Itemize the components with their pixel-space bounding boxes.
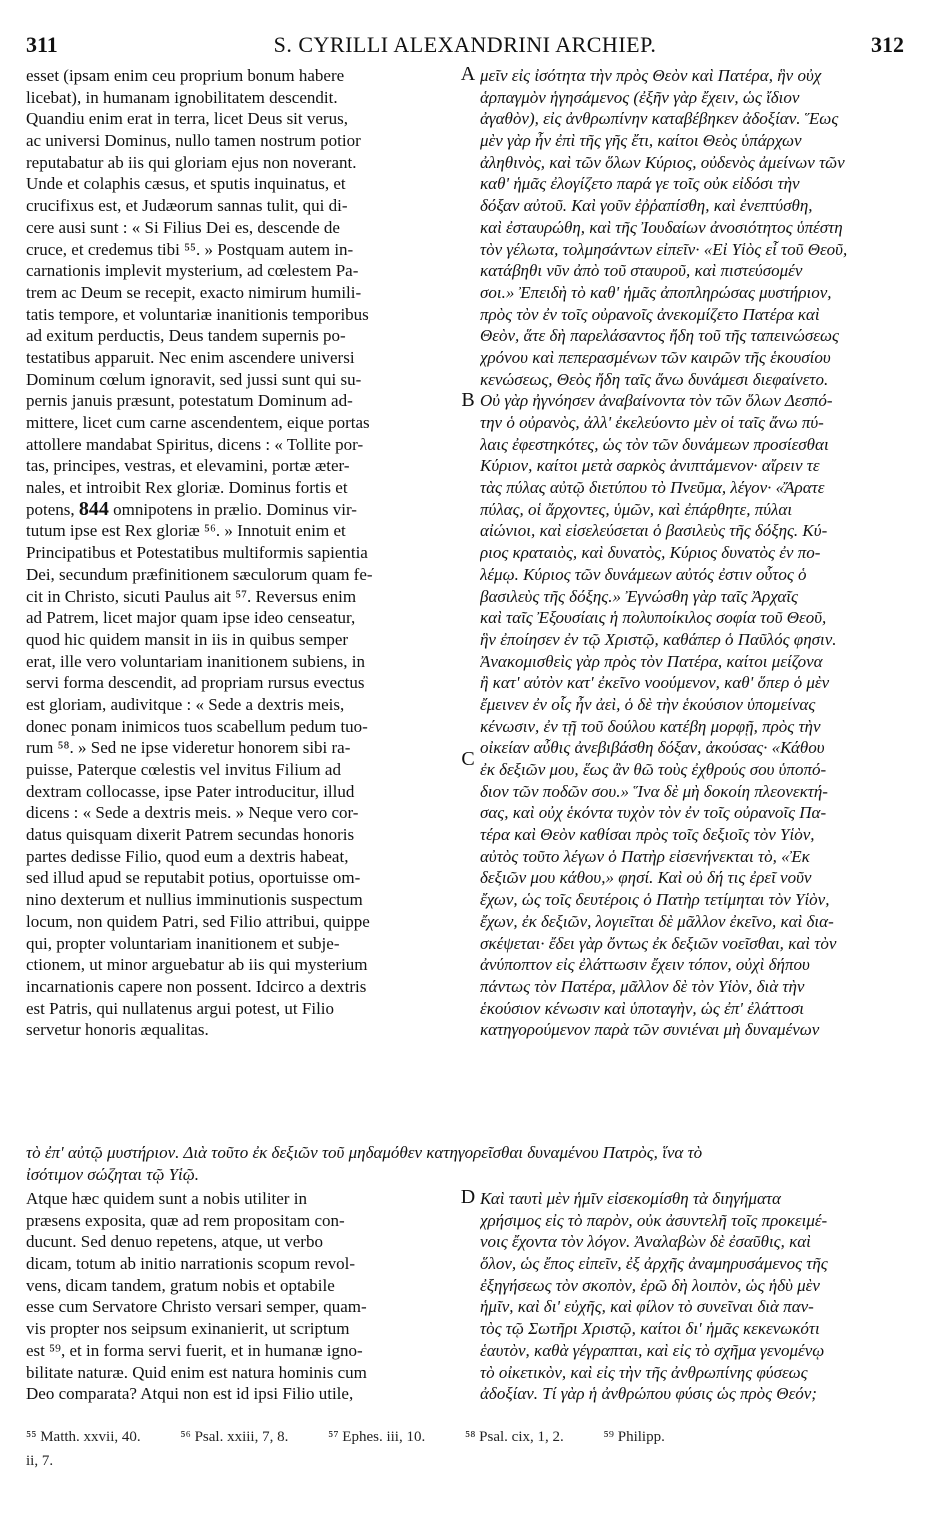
greek-text-line: πύλας, οἱ ἄρχοντες, ὑμῶν, καὶ ἐπάρθητε, πύλαι [480, 499, 793, 519]
greek-text-line: διον τῶν ποδῶν σου.» Ἵνα δὲ μὴ δοκοίη πλεονεκτή- [480, 781, 828, 801]
latin-text-line: dicens : « Sede a dextris meis. » Neque vero cor- [26, 803, 359, 823]
latin-text-line: Quandiu enim erat in terra, licet Deus sit verus, [26, 109, 348, 129]
latin-text-line: puisse, Paterque cœlestis vel invitus Filium ad [26, 760, 341, 779]
greek-text-line: σας, καὶ οὐχ ἑκόντα τυχὸν τὸν ἐν τοῖς οὐρανοῖς Πα- [480, 803, 827, 823]
latin-text-line: nales, et introibit Rex gloriæ. Dominus fortis et [26, 478, 348, 498]
footnote-55: ⁵⁵ Matth. xxvii, 40. [26, 1429, 141, 1445]
latin-text-line: ac universi Dominus, nullo tamen nostrum potior [26, 131, 361, 151]
latin-text-line: datus quisquam dixerit Patrem secundas honoris [26, 825, 355, 845]
greek-text-line: ἀνύποπτον εἰς ἐλάττωσιν ἔχειν τόπον, οὐχὶ δήπου [480, 955, 810, 975]
latin-text-line: locum, non quidem Patri, sed Filio attribui, quippe [26, 911, 370, 931]
latin-text-line: tutum ipse est Rex gloriæ ⁵⁶. » Innotuit enim et [26, 521, 346, 541]
running-title: S. CYRILLI ALEXANDRINI ARCHIEP. [273, 32, 657, 57]
page-number-left: 311 [26, 32, 58, 57]
greek-text-line: ἔχων, ὡς τοῖς δευτέροις ὁ Πατὴρ τετίμηται τὸν Υἱὸν, [480, 890, 830, 910]
latin-text-line: qui, propter voluntariam inanitionem et subje- [26, 933, 340, 953]
greek-text-line: ἁρπαγμὸν ἡγησάμενος (ἐξῆν γὰρ ἔχειν, ὡς ἴδιον [480, 87, 800, 107]
latin-text-line: præsens exposita, quæ ad rem propositam con- [26, 1210, 345, 1230]
latin-text-line: nino dexterum et nullius imminutionis suspectum [26, 890, 363, 910]
latin-column-top [26, 65, 456, 1041]
greek-text-line: ἐξηγήσεως τὸν σκοπὸν, ἐρῶ δὴ λοιπὸν, ὡς ἡδὺ μὲν [480, 1275, 820, 1295]
greek-text-line: κατηγορούμενον παρὰ τῶν συνιέναι μὴ δυναμένων [480, 1020, 820, 1040]
latin-text-line: dextram collocasse, ipse Pater introducitur, illud [26, 781, 355, 801]
latin-text-line: bilitate naturæ. Quid enim est natura hominis cum [26, 1362, 367, 1382]
footnote-59: ⁵⁹ Philipp. [603, 1429, 665, 1445]
greek-text-line: λαις ἐφεστηκότες, ὡς τὸν τῶν δυνάμεων προσίεσθαι [480, 434, 829, 454]
greek-text-line: ἐκ δεξιῶν μου, ἕως ἂν θῶ τοὺς ἐχθρούς σου ὑποπό- [480, 760, 827, 779]
latin-text-line: cruce, et credemus tibi ⁵⁵. » Postquam autem in- [26, 239, 354, 259]
spanning-text-line: τὸ ἐπ' αὐτῷ μυστήριον. Διὰ τοῦτο ἐκ δεξιῶν τοῦ μηδαμόθεν κατηγορεῖσθαι δυναμένου Πατρὸς, ἵνα τὸ [26, 1143, 703, 1162]
latin-text-line: attollere mandabat Spiritus, dicens : « Tollite por- [26, 434, 364, 454]
greek-text-line: κατάβηθι νῦν ἀπὸ τοῦ σταυροῦ, καὶ πιστεύσομέν [480, 261, 803, 281]
spanning-text-line: ἰσότιμον σώζηται τῷ Υἱῷ. [26, 1165, 200, 1184]
greek-text-line: καὶ ἐσταυρώθη, καὶ τῆς Ἰουδαίων ἀνοσιότητος ὑπέστη [480, 217, 843, 237]
greek-text-line: οἰκείαν αὖθις ἀνεβιβάσθη δόξαν, ἀκούσας· «Κάθου [480, 738, 825, 758]
section-marker-b: B [461, 389, 475, 411]
latin-text-line: servi forma descendit, ad propriam rursus evectus [26, 673, 365, 693]
latin-text-line: mittere, licet cum carne ascendentem, eique portas [26, 413, 370, 432]
latin-text-line: est gloriam, audivitque : « Sede a dextris meis, [26, 694, 345, 714]
latin-text-line: vis propter nos seipsum exinanierit, ut scriptum [26, 1319, 350, 1339]
greek-text-line: τὸ οἰκετικὸν, καὶ εἰς τὴν τῆς ἀνθρωπίνης φύσεως [480, 1362, 808, 1382]
greek-text-line: Ἀνακομισθεὶς γὰρ πρὸς τὸν Πατέρα, καίτοι μείζονα [480, 651, 823, 671]
footnote-56: ⁵⁶ Psal. xxiii, 7, 8. [180, 1429, 289, 1445]
greek-text-line: ἔχων, ἐκ δεξιῶν, λογιεῖται δὲ μᾶλλον ἐκεῖνο, καὶ δια- [480, 911, 834, 931]
greek-text-line: αὐτὸς τοῦτο λέγων ὁ Πατὴρ εἰσενήνεκται τὸ, «Ἐκ [480, 846, 810, 866]
greek-text-line: ἀδοξίαν. Τί γὰρ ἡ ἀνθρώπου φύσις ὡς πρὸς Θεόν; [480, 1384, 817, 1404]
latin-text-line: Deo comparata? Atqui non est id ipsi Filio utile, [26, 1384, 354, 1404]
latin-text-line: esset (ipsam enim ceu proprium bonum habere [26, 66, 345, 85]
latin-text-line: pernis januis præsunt, potestatum Dominum ad- [26, 391, 353, 411]
footnote-59-continuation: ii, 7. [26, 1453, 54, 1469]
latin-text-line: incarnationis capere non possent. Idcirco a dextris [26, 976, 367, 996]
latin-text-line: Atque hæc quidem sunt a nobis utiliter in [26, 1189, 307, 1208]
latin-text-line: Dei, secundum præfinitionem sæculorum quam fe- [26, 564, 373, 584]
latin-text-line: donec ponam inimicos tuos scabellum pedum tuo- [26, 716, 368, 736]
latin-text-line: cere ausi sunt : « Si Filius Dei es, descende de [26, 217, 340, 237]
greek-text-line: ἀληθινὸς, καὶ τῶν ὅλων Κύριος, οὐδενὸς ἀμείνων τῶν [480, 152, 845, 172]
page-header [26, 32, 904, 58]
column-number: 844 [78, 498, 109, 520]
greek-text-line: ἣν ἐποίησεν ἐν τῷ Χριστῷ, καθάπερ ὁ Παῦλός φησιν. [480, 629, 837, 649]
greek-text-line: λέμῳ. Κύριος τῶν δυνάμεων αὐτός ἐστιν οὗτος ὁ [480, 564, 807, 584]
greek-text-line: τέρα καὶ Θεὸν καθίσαι πρὸς τοῖς δεξιοῖς τὸν Υἱὸν, [480, 825, 815, 845]
latin-text-line: vens, dicam tandem, gratum nobis et optabile [26, 1275, 335, 1295]
greek-text-line: ἡμῖν, καὶ δι' εὐχῆς, καὶ φίλον τὸ συνεῖναι διὰ παν- [480, 1297, 814, 1317]
greek-text-line: Θεὸν, ἅτε δὴ παρελάσαντος ἤδη τοῦ τῆς ταπεινώσεως [480, 326, 839, 346]
greek-text-line: ἢ κατ' αὐτὸν κατ' ἐκεῖνο νοούμενον, καθ' ὅπερ ὁ μὲν [480, 673, 830, 693]
latin-text-line: cit in Christo, sicuti Paulus ait ⁵⁷. Reversus enim [26, 586, 357, 606]
greek-text-line: σκέψεται· ἔδει γὰρ ὄντως ἐκ δεξιῶν νοεῖσθαι, καὶ τὸν [480, 933, 837, 953]
greek-text-line: κενώσεως, Θεὸς ἤδη ταῖς ἄνω δυνάμεσι διεφαίνετο. [480, 369, 829, 389]
latin-text-line: est ⁵⁹, et in forma servi fuerit, et in humanæ igno- [26, 1340, 363, 1360]
greek-text-line: Οὐ γὰρ ἠγνόησεν ἀναβαίνοντα τὸν τῶν ὅλων Δεσπό- [480, 391, 833, 411]
latin-text-line: Dominum cœlum ignoravit, sed jussi sunt qui su- [26, 369, 362, 389]
latin-text-line: testatibus apparuit. Nec enim ascendere universi [26, 347, 355, 367]
latin-text-line: ad exitum perductis, Deus tandem supernis po- [26, 326, 346, 346]
latin-text-line: ad Patrem, licet major quam ipse ideo censeatur, [26, 608, 356, 628]
greek-text-line: δόξαν αὐτοῦ. Καὶ γοῦν ἐῤῥαπίσθη, καὶ ἐνεπτύσθη, [480, 196, 813, 216]
greek-text-line: καθ' ἡμᾶς ἐλογίζετο παρά γε τοῖς οὐκ εἰδόσι τὴν [480, 174, 800, 194]
greek-text-line: πρὸς τὸν ἐν τοῖς οὐρανοῖς ἀνεκομίζετο Πατέρα καὶ [480, 304, 820, 324]
latin-text-line: carnationis implevit mysterium, ad cœlestem Pa- [26, 261, 359, 281]
latin-text-line: tas, principes, vestras, et elevamini, portæ æter- [26, 456, 350, 476]
latin-text-line: potens, 844 omnipotens in prælio. Dominus vir- [26, 498, 357, 520]
greek-text-line: τὸς τῷ Σωτῆρι Χριστῷ, καίτοι δι' ἡμᾶς κεκενωκότι [480, 1319, 820, 1339]
latin-text-line: ducunt. Sed denuo repetens, atque, ut verbo [26, 1232, 323, 1252]
greek-text-line: τὰς πύλας αὐτῷ διετύπου τὸ Πνεῦμα, λέγον· «Ἄρατε [480, 478, 825, 498]
greek-column-top [480, 65, 910, 1041]
greek-text-line: κένωσιν, ἐν τῇ τοῦ δούλου κατέβη μορφῇ, πρὸς τὴν [480, 716, 821, 736]
footnote-58: ⁵⁸ Psal. cix, 1, 2. [464, 1429, 564, 1445]
greek-text-line: βασιλεὺς τῆς δόξης.» Ἐγνώσθη γὰρ ταῖς Ἀρχαῖς [480, 586, 798, 606]
latin-text-line: quod hic quidem mansit in iis in quibus semper [26, 629, 349, 649]
latin-text-line: partes dedisse Filio, quod eum a dextris habeat, [26, 846, 349, 866]
latin-column-bottom [26, 1188, 456, 1405]
greek-text-line: την ὁ οὐρανὸς, ἀλλ' ἐκελεύοντο μὲν οἱ ταῖς ἄνω πύ- [480, 413, 824, 432]
greek-text-line: ἔμεινεν ἐν οἷς ἦν ἀεὶ, ὁ δὲ τὴν ἑκούσιον ὑπομείνας [480, 694, 816, 714]
greek-text-line: Καὶ ταυτὶ μὲν ἡμῖν εἰσεκομίσθη τὰ διηγήματα [480, 1189, 781, 1208]
latin-text-line: sed illud apud se reputabit potius, oportuisse om- [26, 868, 361, 888]
greek-text-line: ἑκούσιον κένωσιν καὶ ὑποταγὴν, ὡς ἐπ' ἐλάττοσι [480, 998, 804, 1018]
latin-text-line: dicam, totum ab initio narrationis scopum revol- [26, 1254, 356, 1274]
spanning-greek-text [26, 1142, 904, 1186]
greek-text-line: μὲν γὰρ ἦν ἐπὶ τῆς γῆς ἔτι, καίτοι Θεὸς ὑπάρχων [480, 131, 802, 151]
greek-text-line: μεῖν εἰς ἰσότητα τὴν πρὸς Θεὸν καὶ Πατέρα, ἣν οὐχ [480, 66, 822, 85]
latin-text-line: esse cum Servatore Christo versari semper, quam- [26, 1297, 367, 1317]
latin-text-line: tatis tempore, et voluntariæ inanitionis temporibus [26, 304, 369, 324]
greek-text-line: τὸν γέλωτα, τολμησάντων εἰπεῖν· «Εἰ Υἱὸς εἶ τοῦ Θεοῦ, [480, 239, 848, 259]
latin-text-line: rum ⁵⁸. » Sed ne ipse videretur honorem sibi ra- [26, 738, 351, 758]
greek-text-line: ριος κραταιὸς, καὶ δυνατὸς, Κύριος δυνατὸς ἐν πο- [480, 543, 821, 563]
page-number-right: 312 [871, 32, 904, 57]
latin-text-line: servetur honoris æqualitas. [26, 1020, 209, 1040]
footnotes [26, 1425, 904, 1473]
greek-text-line: ἑαυτὸν, καθὰ γέγραπται, καὶ εἰς τὸ σχῆμα γενομένῳ [480, 1340, 825, 1360]
greek-text-line: δεξιῶν μου κάθου,» φησί. Καὶ οὐ δή τις ἐρεῖ νοῦν [480, 868, 812, 888]
footnote-57: ⁵⁷ Ephes. iii, 10. [328, 1429, 426, 1445]
section-marker-c: C [461, 748, 475, 770]
latin-text-line: reputabatur ab iis qui gloriam ejus non noverant. [26, 152, 357, 172]
greek-text-line: ἀγαθὸν), εἰς ἀνθρωπίνην καταβέβηκεν ἀδοξίαν. Ἕως [480, 109, 839, 129]
greek-text-line: ὅλον, ὡς ἔπος εἰπεῖν, ἐξ ἀρχῆς ἀναμηρυσάμενος τῆς [480, 1254, 828, 1274]
latin-text-line: Principatibus et Potestatibus multiformis sapientia [26, 543, 368, 563]
latin-text-line: erat, ille vero voluntariam inanitionem subiens, in [26, 651, 365, 671]
greek-text-line: σοι.» Ἐπειδὴ τὸ καθ' ἡμᾶς ἀποπληρώσας μυστήριον, [480, 282, 832, 302]
greek-text-line: πάντως τὸν Πατέρα, μᾶλλον δὲ τὸν Υἱὸν, διὰ τὴν [480, 976, 805, 996]
latin-text-line: trem ac Deum se recepit, exacto nimirum humili- [26, 282, 362, 302]
latin-text-line: Unde et colaphis cæsus, et sputis inquinatus, et [26, 174, 346, 194]
greek-column-bottom [480, 1188, 910, 1405]
greek-text-line: καὶ ταῖς Ἐξουσίαις ἡ πολυποίκιλος σοφία τοῦ Θεοῦ, [480, 608, 827, 628]
latin-text-line: est Patris, qui nullatenus argui potest, ut Filio [26, 998, 335, 1018]
section-marker-d: D [460, 1186, 476, 1208]
greek-text-line: αἰώνιοι, καὶ εἰσελεύσεται ὁ βασιλεὺς τῆς δόξης. Κύ- [480, 521, 828, 541]
greek-text-line: χρήσιμος εἰς τὸ παρὸν, οὐκ ἀσυντελῆ τοῖς προκειμέ- [480, 1210, 828, 1230]
greek-text-line: νοις ἔχοντα τὸν λόγον. Ἀναλαβὼν δὲ ἐσαῦθις, καὶ [480, 1232, 811, 1252]
latin-text-line: crucifixus est, et Judæorum sannas tulit, qui di- [26, 196, 348, 216]
greek-text-line: Κύριον, καίτοι μετὰ σαρκὸς ἀνιπτάμενον· αἴρειν τε [480, 456, 820, 476]
greek-text-line: χρόνου καὶ πεπερασμένων τῶν καιρῶν τῆς ἑκουσίου [480, 347, 831, 367]
latin-text-line: licebat), in humanam ignobilitatem descendit. [26, 87, 338, 107]
section-marker-a: A [460, 63, 476, 85]
latin-text-line: ctionem, ut minor arguebatur ab iis qui mysterium [26, 955, 368, 975]
